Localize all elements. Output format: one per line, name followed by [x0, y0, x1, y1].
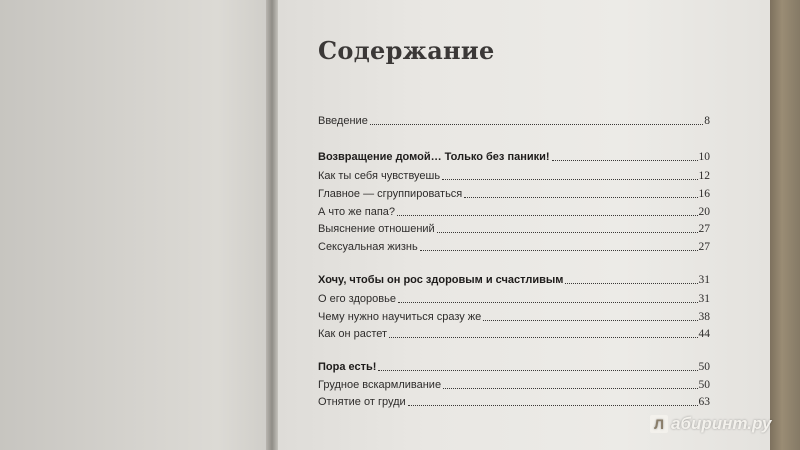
- labirint-logo-icon: Л: [650, 415, 668, 433]
- toc-entry: [318, 220, 710, 236]
- toc-entry-page: 50: [698, 379, 710, 391]
- page-title: Содержание: [318, 36, 495, 65]
- toc-entry-page: 38: [698, 311, 710, 323]
- toc-entry: [318, 167, 710, 183]
- leader-dots: [389, 337, 697, 338]
- toc-entry-page: 31: [698, 274, 710, 286]
- leader-dots: [397, 215, 697, 216]
- toc-entry-page: 27: [698, 223, 710, 235]
- toc-entry-label: Введение: [318, 115, 368, 127]
- toc-entry-page: 27: [698, 241, 710, 253]
- toc-entry: [318, 325, 710, 341]
- toc-entry-label: Отнятие от груди: [318, 396, 406, 408]
- toc-entry-label: Чему нужно научиться сразу же: [318, 311, 482, 323]
- leader-dots: [370, 124, 703, 125]
- toc-entry-label: Пора есть!: [318, 361, 377, 373]
- toc-entry: [318, 376, 710, 392]
- leader-dots: [464, 197, 697, 198]
- toc-entry-page: 63: [698, 396, 710, 408]
- leader-dots: [552, 160, 698, 161]
- toc-entry: [318, 393, 710, 409]
- toc-entry-page: 8: [704, 115, 710, 127]
- toc-entry: [318, 308, 710, 324]
- toc-entry-page: 50: [698, 361, 710, 373]
- toc-entry-page: 31: [698, 293, 710, 305]
- toc-entry: [318, 290, 710, 306]
- toc-entry-label: Главное — сгруппироваться: [318, 188, 463, 200]
- toc-entry: [318, 112, 710, 128]
- leader-dots: [408, 405, 698, 406]
- toc-entry-page: 16: [698, 188, 710, 200]
- toc-entry: [318, 185, 710, 201]
- leader-dots: [483, 320, 697, 321]
- toc-entry-label: Выяснение отношений: [318, 223, 435, 235]
- watermark-text: абиринт.ру: [671, 414, 772, 433]
- toc-entry-label: Как он растет: [318, 328, 388, 340]
- leader-dots: [437, 232, 698, 233]
- toc-entry-label: О его здоровье: [318, 293, 396, 305]
- toc-entry-page: 12: [698, 170, 710, 182]
- leader-dots: [443, 388, 697, 389]
- toc-section: [318, 358, 710, 374]
- leader-dots: [398, 302, 698, 303]
- toc-entry-label: Возвращение домой… Только без паники!: [318, 151, 550, 163]
- toc-entry-label: А что же папа?: [318, 206, 396, 218]
- toc-section: [318, 148, 710, 164]
- leader-dots: [378, 370, 697, 371]
- toc-entry-label: Сексуальная жизнь: [318, 241, 418, 253]
- toc-entry-page: 44: [698, 328, 710, 340]
- toc-entry-label: Хочу, чтобы он рос здоровым и счастливым: [318, 274, 564, 286]
- watermark: [650, 414, 771, 434]
- toc-entry-label: Как ты себя чувствуешь: [318, 170, 441, 182]
- toc-entry-page: 10: [698, 151, 710, 163]
- toc-entry: [318, 238, 710, 254]
- leader-dots: [442, 179, 697, 180]
- leader-dots: [420, 250, 698, 251]
- toc-section: [318, 271, 710, 287]
- toc-entry-label: Грудное вскармливание: [318, 379, 442, 391]
- toc-entry-page: 20: [698, 206, 710, 218]
- toc-entry: [318, 203, 710, 219]
- leader-dots: [565, 283, 697, 284]
